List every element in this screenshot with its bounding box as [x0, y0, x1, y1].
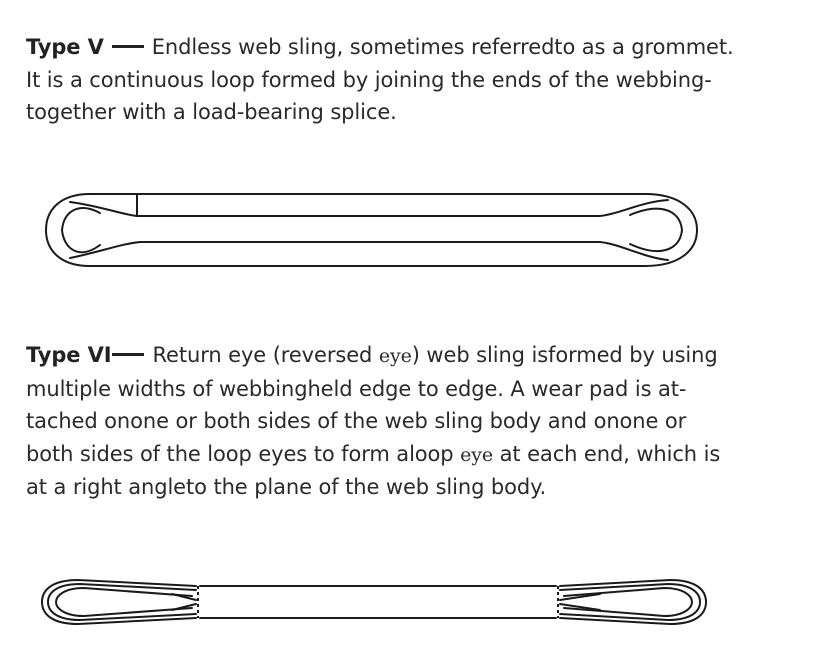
- sling-outer-edge: [46, 194, 697, 266]
- type-vi-line-4-start: both sides of the loop eyes to form aloop: [26, 441, 461, 466]
- type-vi-line-1: [26, 339, 806, 373]
- sling-right-eye: [630, 209, 682, 251]
- type-v-line-3: together with a load-bearing splice.: [26, 100, 397, 124]
- type-v-term: Type V: [26, 35, 104, 59]
- type-v-line-1-text: Endless web sling, sometimes referredto as a grommet.: [151, 35, 734, 59]
- left-eye-inner: [56, 588, 192, 616]
- type-vi-line-3: tached onone or both sides of the web sling body and onone or: [26, 409, 687, 433]
- type-vi-return-eye-sling-illustration: [0, 570, 821, 640]
- em-dash: [112, 353, 144, 356]
- type-vi-line-4-end: at each end, which is: [493, 441, 721, 466]
- sling-left-eye: [62, 208, 100, 252]
- sling-lower-band: [70, 242, 668, 260]
- type-vi-line-2: multiple widths of webbingheld edge to edge. A wear pad is at-: [26, 376, 687, 401]
- type-vi-line-4: [26, 438, 806, 472]
- sling-upper-band: [70, 200, 668, 216]
- type-v-description: [26, 31, 806, 129]
- type-vi-line-5: at a right angleto the plane of the web sling body.: [26, 475, 547, 499]
- type-vi-term: Type VI: [26, 343, 112, 367]
- type-vi-line-1-end: ) web sling isformed by using: [411, 343, 718, 367]
- type-vi-line-1-eye: eye: [378, 345, 412, 367]
- type-v-line-1: [26, 31, 806, 64]
- right-eye-inner: [564, 588, 692, 616]
- type-vi-line-4-eye: eye: [460, 443, 494, 466]
- type-vi-line-1-text: Return eye (reversed: [152, 343, 379, 367]
- em-dash: [112, 45, 144, 48]
- type-vi-description: [26, 339, 806, 504]
- type-v-line-2: It is a continuous loop formed by joining the ends of the webbing-: [26, 67, 712, 92]
- type-v-endless-sling-illustration: [0, 180, 821, 280]
